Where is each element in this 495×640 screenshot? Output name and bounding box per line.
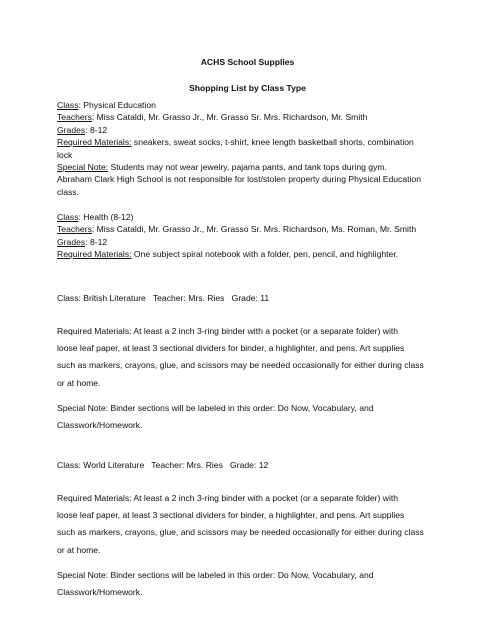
pe-grades-value: : 8-12: [85, 124, 108, 135]
health-class-line: [57, 211, 457, 223]
world-note-line-1: Special Note: Binder sections will be labeled in this order: Do Now, Vocabulary, and: [57, 570, 374, 580]
world-note-line-2: Classwork/Homework.: [57, 587, 143, 598]
health-grades-value: : 8-12: [85, 236, 108, 247]
section-health: [57, 211, 457, 261]
health-class-value: : Health (8-12): [78, 212, 134, 222]
document-title: ACHS School Supplies: [200, 57, 295, 67]
health-materials-line: [57, 248, 457, 260]
brit-materials-line-1: Required Materials: At least a 2 inch 3-ring binder with a pocket (or a separate folder) with: [57, 326, 399, 336]
pe-materials-value: sneakers, sweat socks, t-shirt, knee length basketball shorts, combination: [131, 137, 414, 148]
brit-note-line-1: Special Note: Binder sections will be labeled in this order: Do Now, Vocabulary, and: [57, 403, 374, 413]
world-materials-line-2: loose leaf paper, at least 3 sectional dividers for binder, a highlighter, and pens. Art supplies: [57, 510, 405, 521]
world-header: Class: World Literature Teacher: Mrs. Ries Grade: 12: [57, 460, 269, 470]
health-class-label: Class: [57, 212, 79, 222]
pe-note-value: Students may not wear jewelry, pajama pants, and tank tops during gym.: [108, 162, 387, 173]
health-grades-label: Grades: [57, 236, 86, 247]
pe-class-label: Class: [57, 100, 79, 110]
world-materials: [57, 490, 457, 559]
pe-note-line-3: class.: [57, 186, 79, 197]
health-grades-line: [57, 236, 457, 248]
pe-grades-line: [57, 124, 457, 136]
health-teachers-label: Teachers: [57, 224, 92, 235]
health-materials-value: One subject spiral notebook with a folder, pen, pencil, and highlighter.: [131, 249, 399, 260]
brit-materials-line-4: or at home.: [57, 377, 101, 388]
brit-materials: [57, 323, 457, 392]
world-materials-line-3: such as markers, crayons, glue, and scissors may be needed occasionally for either during class: [57, 527, 424, 538]
world-materials-line-4: or at home.: [57, 544, 101, 555]
brit-header: Class: British Literature Teacher: Mrs. Ries Grade: 11: [57, 293, 270, 303]
brit-materials-line-3: such as markers, crayons, glue, and scissors may be needed occasionally for either during class: [57, 360, 424, 371]
pe-grades-label: Grades: [57, 124, 86, 135]
pe-class-value: : Physical Education: [78, 100, 156, 110]
world-materials-line-1: Required Materials: At least a 2 inch 3-ring binder with a pocket (or a separate folder) with: [57, 493, 399, 503]
pe-teachers-value: : Miss Cataldi, Mr. Grasso Jr., Mr. Grasso Sr. Mrs. Richardson, Mr. Smith: [91, 112, 368, 123]
pe-teachers-label: Teachers: [57, 112, 92, 123]
pe-teachers-line: [57, 111, 457, 123]
pe-note-line: [57, 161, 457, 173]
section-british-literature: [57, 290, 457, 307]
pe-class-line: [57, 99, 457, 111]
pe-materials-label: Required Materials:: [57, 137, 132, 148]
brit-note-line-2: Classwork/Homework.: [57, 420, 143, 431]
brit-note: [57, 400, 457, 434]
world-note: [57, 567, 457, 601]
pe-note-label: Special Note:: [57, 162, 109, 173]
health-materials-label: Required Materials:: [57, 249, 132, 260]
brit-materials-line-2: loose leaf paper, at least 3 sectional dividers for binder, a highlighter, and pens. Art supplies: [57, 343, 405, 354]
pe-materials-line: [57, 136, 457, 148]
pe-note-line-2: Abraham Clark High School is not responsible for lost/stolen property during Physical Education: [57, 174, 421, 185]
document-subtitle: Shopping List by Class Type: [189, 83, 306, 93]
section-world-literature: [57, 457, 457, 474]
health-teachers-line: [57, 223, 457, 235]
section-physical-education: [57, 99, 457, 198]
pe-materials-line-2: lock: [57, 149, 73, 160]
health-teachers-value: : Miss Cataldi, Mr. Grasso Jr., Mr. Grasso Sr. Mrs. Richardson, Ms. Roman, Mr. Smith: [91, 224, 417, 235]
